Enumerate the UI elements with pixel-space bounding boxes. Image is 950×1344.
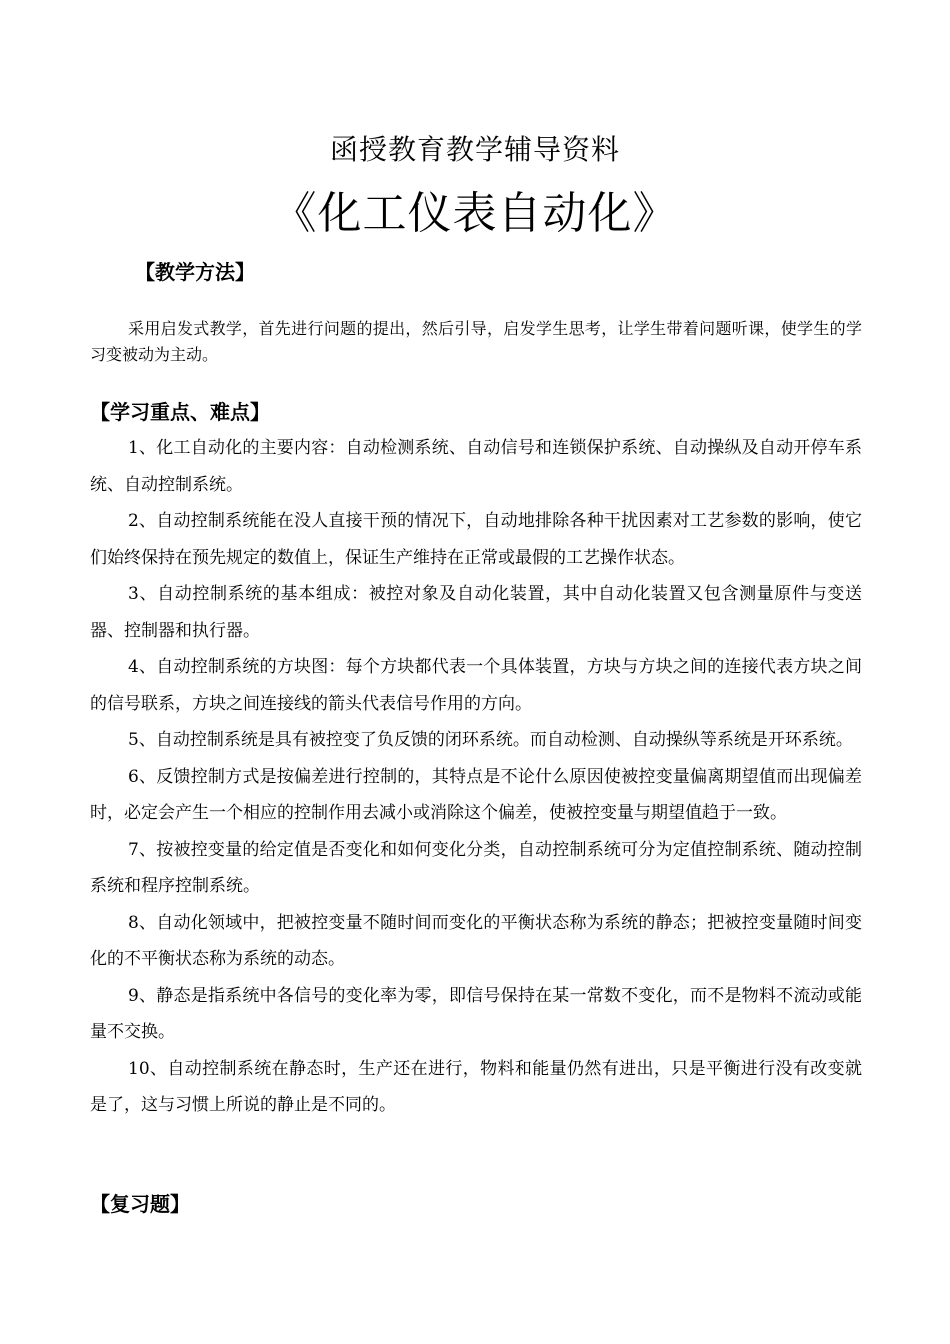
section-heading-method: 【教学方法】: [135, 260, 255, 284]
document-subtitle: 函授教育教学辅导资料: [329, 133, 620, 166]
method-paragraph: 采用启发式教学，首先进行问题的提出，然后引导，启发学生思考，让学生带着问题听课，使学生的学习变被动为主动。: [90, 319, 862, 364]
key-point-item: 1、化工自动化的主要内容：自动检测系统、自动信号和连锁保护系统、自动操纵及自动开停车系统、自动控制系统。: [90, 438, 862, 495]
section-heading-key-points: 【学习重点、难点】: [90, 400, 270, 424]
key-point-item: 4、自动控制系统的方块图：每个方块都代表一个具体装置，方块与方块之间的连接代表方块之间的信号联系，方块之间连接线的箭头代表信号作用的方向。: [90, 657, 862, 714]
key-point-item: 6、反馈控制方式是按偏差进行控制的，其特点是不论什么原因使被控变量偏离期望值而出现偏差时，必定会产生一个相应的控制作用去减小或消除这个偏差，使被控变量与期望值趋于一致。: [90, 766, 862, 823]
section-heading-review: 【复习题】: [90, 1192, 190, 1216]
key-point-item: 7、按被控变量的给定值是否变化和如何变化分类，自动控制系统可分为定值控制系统、随动控制系统和程序控制系统。: [90, 839, 862, 896]
key-point-item: 9、静态是指系统中各信号的变化率为零，即信号保持在某一常数不变化，而不是物料不流动或能量不交换。: [90, 985, 862, 1042]
key-point-item: 10、自动控制系统在静态时，生产还在进行，物料和能量仍然有进出，只是平衡进行没有改变就是了，这与习惯上所说的静止是不同的。: [90, 1058, 862, 1115]
key-point-item: 8、自动化领域中，把被控变量不随时间而变化的平衡状态称为系统的静态；把被控变量随时间变化的不平衡状态称为系统的动态。: [90, 912, 862, 969]
key-point-item: 5、自动控制系统是具有被控变了负反馈的闭环系统。而自动检测、自动操纵等系统是开环系统。: [128, 730, 853, 750]
key-points-list: [90, 430, 862, 1124]
key-point-item: 3、自动控制系统的基本组成：被控对象及自动化装置，其中自动化装置又包含测量原件与变送器、控制器和执行器。: [90, 584, 862, 641]
document-title: 《化工仪表自动化》: [272, 188, 678, 239]
key-point-item: 2、自动控制系统能在没人直接干预的情况下，自动地排除各种干扰因素对工艺参数的影响，使它们始终保持在预先规定的数值上，保证生产维持在正常或最假的工艺操作状态。: [90, 511, 862, 568]
